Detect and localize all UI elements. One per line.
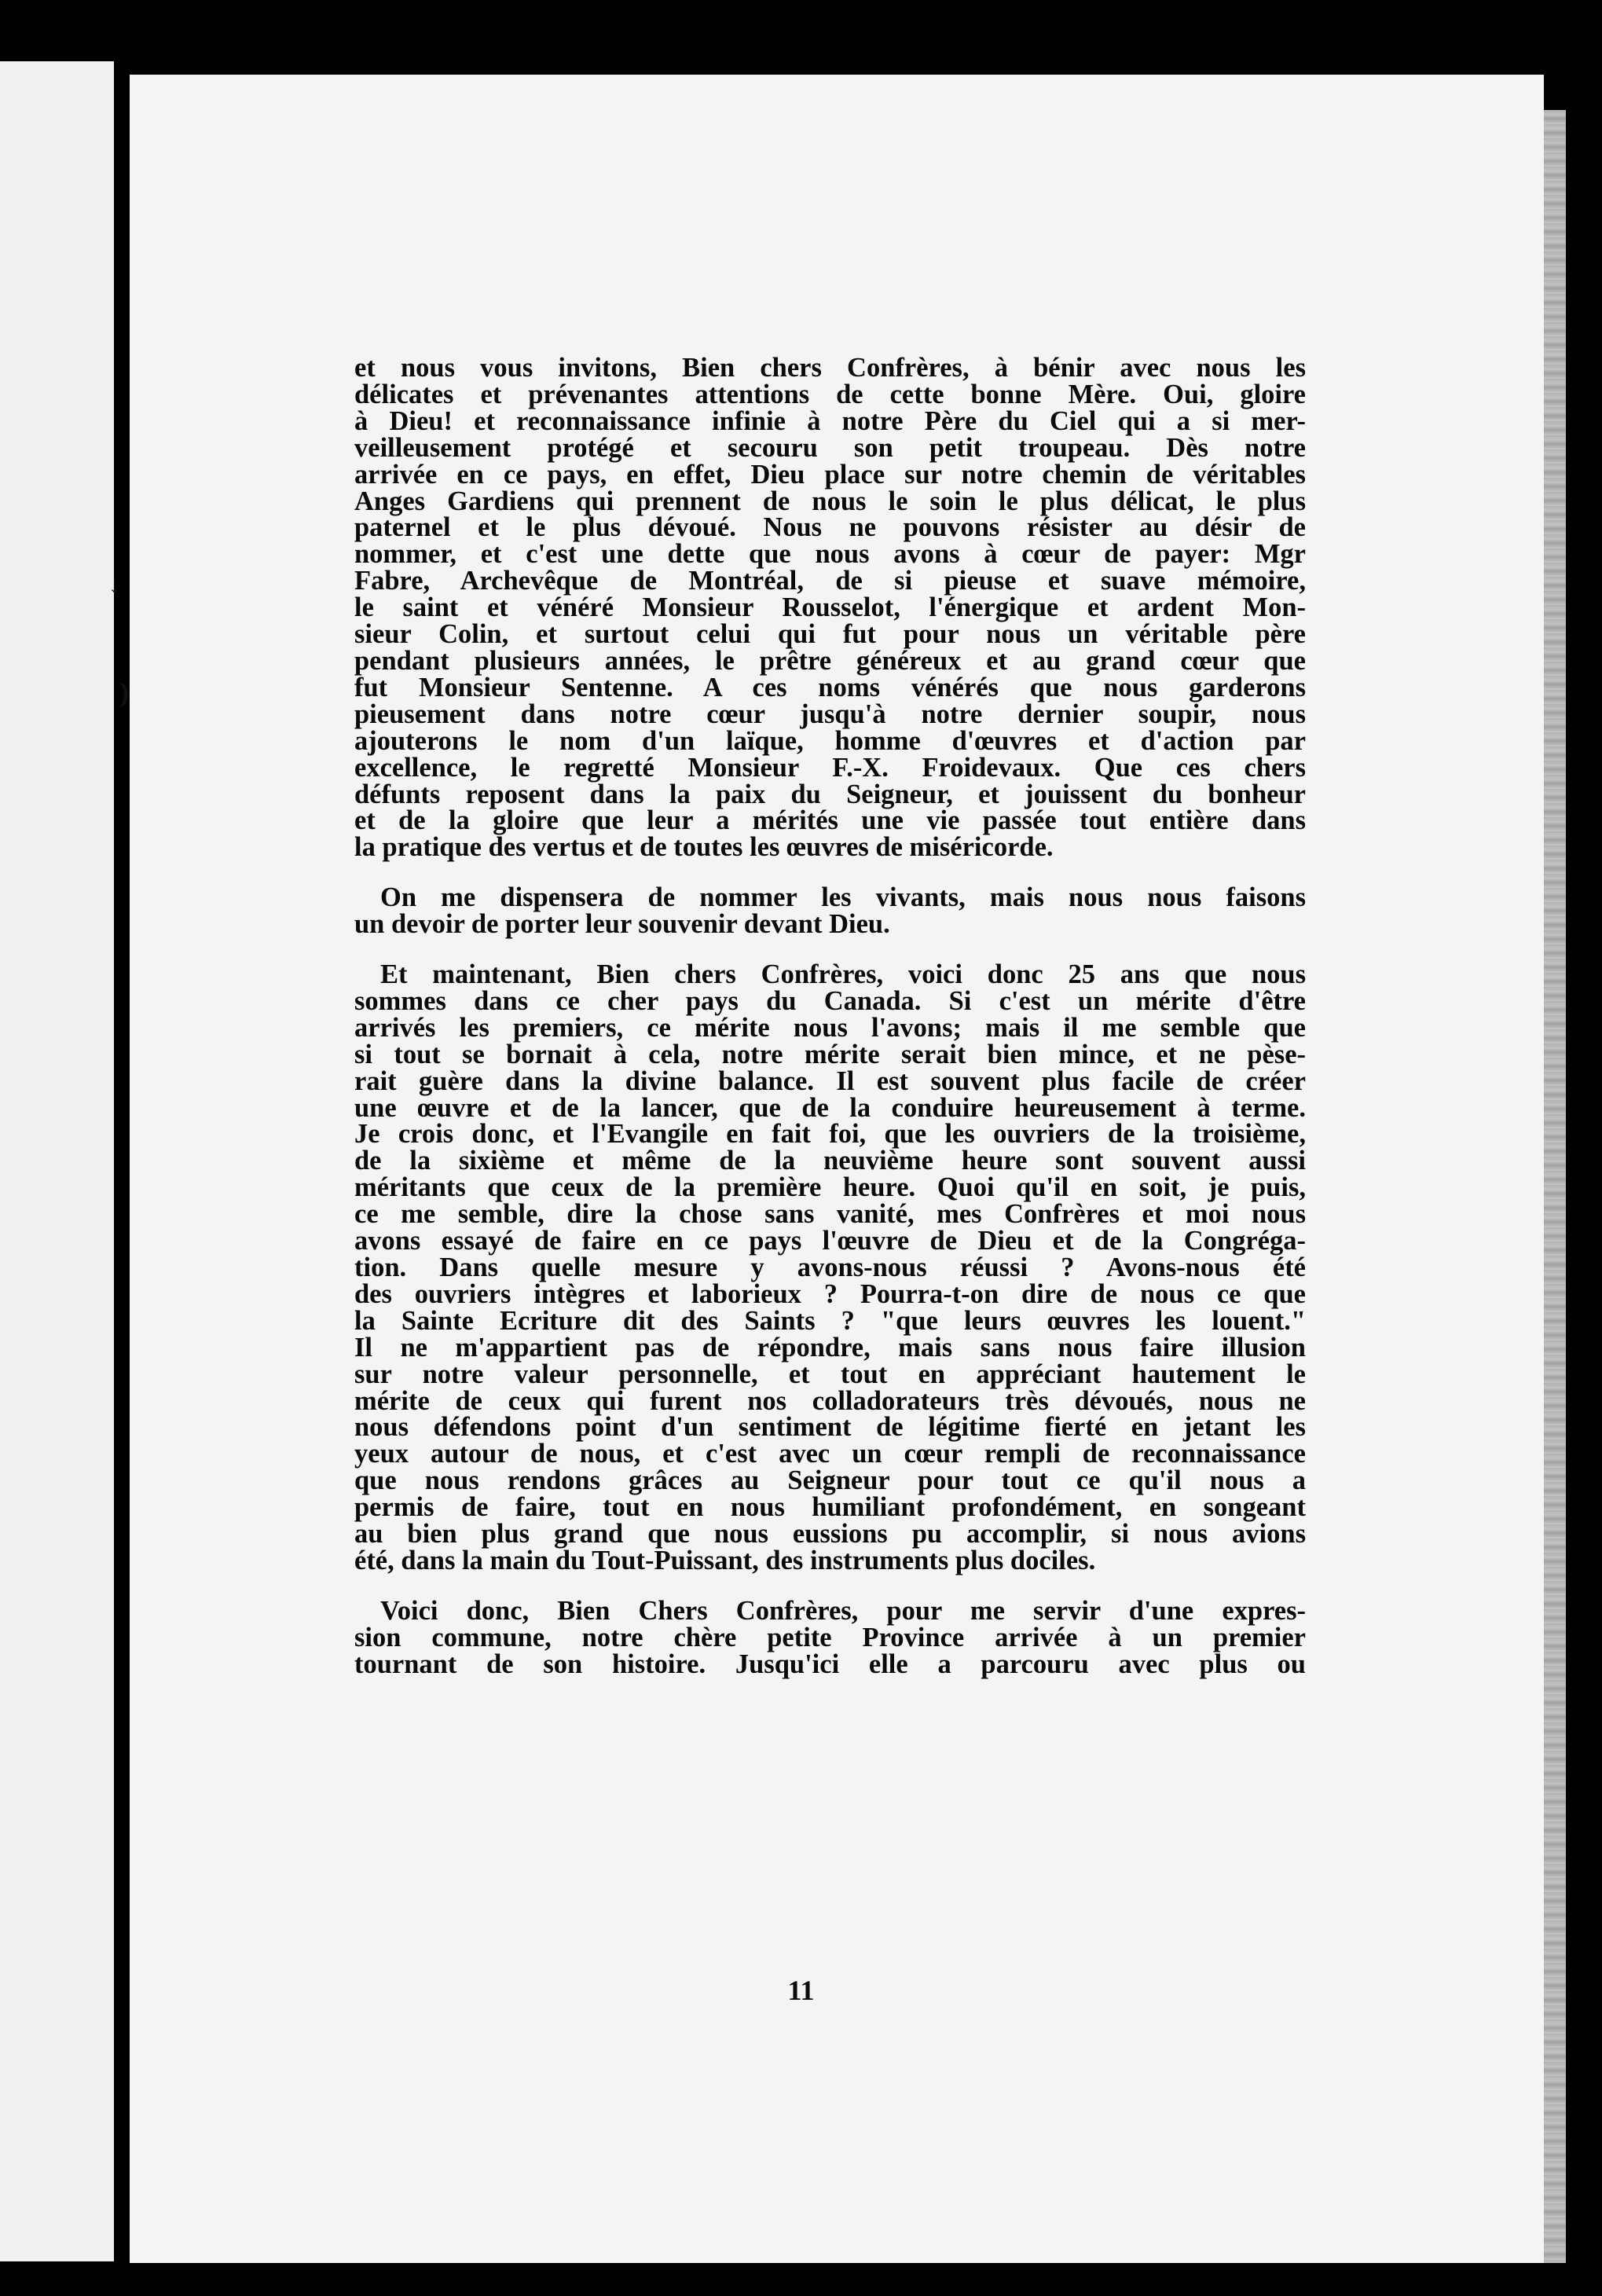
page-stack-edge [1544,110,1566,2263]
text-line: mérite de ceux qui furent nos colladorateurs très dévoués, nous ne [354,1385,1306,1416]
body-text [354,355,1306,1702]
text-line: sion commune, notre chère petite Province arrivée à un premier [354,1622,1306,1652]
margin-mark: ) [119,677,129,708]
margin-mark: ↓ [108,572,120,598]
text-line: veilleusement protégé et secouru son petit troupeau. Dès notre [354,432,1306,463]
text-line: Il ne m'appartient pas de répondre, mais sans nous faire illusion [354,1332,1306,1363]
text-line: nous défendons point d'un sentiment de légitime fierté en jetant les [354,1412,1306,1443]
text-line: et nous vous invitons, Bien chers Confrères, à bénir avec nous les [354,353,1306,383]
paragraph-3 [354,959,1306,1575]
text-line: tournant de son histoire. Jusqu'ici elle a parcouru avec plus ou [354,1649,1306,1679]
text-line: pendant plusieurs années, le prêtre généreux et au grand cœur que [354,645,1306,676]
text-line: Fabre, Archevêque de Montréal, de si pieuse et suave mémoire, [354,566,1306,596]
text-line: Anges Gardiens qui prennent de nous le soin le plus délicat, le plus [354,486,1306,516]
text-line: paternel et le plus dévoué. Nous ne pouvons résister au désir de [354,512,1306,543]
text-line: la Sainte Ecriture dit des Saints ? "que leurs œuvres les louent." [354,1305,1306,1336]
text-line: à Dieu! et reconnaissance infinie à notre Père du Ciel qui a si mer- [354,405,1306,436]
text-line: ajouterons le nom d'un laïque, homme d'œuvres et d'action par [354,725,1306,756]
text-line: la pratique des vertus et de toutes les œuvres de miséricorde. [354,832,1054,863]
text-line: tion. Dans quelle mesure y avons-nous réussi ? Avons-nous été [354,1253,1306,1282]
text-line: de la sixième et même de la neuvième heure sont souvent aussi [354,1146,1306,1176]
text-line: fut Monsieur Sentenne. A ces noms vénérés que nous garderons [354,672,1306,702]
page-number: 11 [787,1975,815,2006]
text-line: que nous rendons grâces au Seigneur pour tout ce qu'il nous a [354,1465,1306,1496]
text-line: excellence, le regretté Monsieur F.-X. Froidevaux. Que ces chers [354,752,1306,783]
text-line: arrivés les premiers, ce mérite nous l'avons; mais il me semble que [354,1012,1306,1043]
text-line: un devoir de porter leur souvenir devant Dieu. [354,909,890,940]
paragraph-1 [354,355,1306,861]
text-line: au bien plus grand que nous eussions pu accomplir, si nous avions [354,1519,1306,1550]
text-line: des ouvriers intègres et laborieux ? Pourra-t-on dire de nous ce que [354,1278,1306,1309]
text-line: nommer, et c'est une dette que nous avons à cœur de payer: Mgr [354,539,1306,570]
text-line: sieur Colin, et surtout celui qui fut pour nous un véritable père [354,619,1306,650]
text-line: méritants que ceux de la première heure. Quoi qu'il en soit, je puis, [354,1172,1306,1203]
text-line: rait guère dans la divine balance. Il est souvent plus facile de créer [354,1065,1306,1096]
text-line: avons essayé de faire en ce pays l'œuvre de Dieu et de la Congréga- [354,1226,1306,1256]
text-line: le saint et vénéré Monsieur Rousselot, l'énergique et ardent Mon- [354,592,1306,623]
text-line: On me dispensera de nommer les vivants, mais nous nous faisons [380,882,1306,913]
text-line: si tout se bornait à cela, notre mérite serait bien mince, et ne pèse- [354,1039,1306,1069]
text-line: une œuvre et de la lancer, que de la conduire heureusement à terme. [354,1092,1306,1123]
text-line: sur notre valeur personnelle, et tout en appréciant hautement le [354,1359,1306,1389]
previous-page-edge [0,61,114,2261]
text-line: Et maintenant, Bien chers Confrères, voici donc 25 ans que nous [380,959,1306,990]
text-line: pieusement dans notre cœur jusqu'à notre dernier soupir, nous [354,699,1306,729]
paragraph-2 [354,882,1306,940]
text-line: sommes dans ce cher pays du Canada. Si c'est un mérite d'être [354,985,1306,1016]
text-line: yeux autour de nous, et c'est avec un cœur rempli de reconnaissance [354,1439,1306,1469]
text-line: et de la gloire que leur a mérités une vie passée tout entière dans [354,805,1306,836]
text-line: ce me semble, dire la chose sans vanité, mes Confrères et moi nous [354,1199,1306,1230]
text-line: été, dans la main du Tout-Puissant, des instruments plus dociles. [354,1545,1096,1575]
text-line: Je crois donc, et l'Evangile en fait foi, que les ouvriers de la troisième, [354,1119,1306,1150]
text-line: arrivée en ce pays, en effet, Dieu place sur notre chemin de véritables [354,459,1306,490]
text-line: Voici donc, Bien Chers Confrères, pour me servir d'une expres- [380,1595,1306,1626]
text-line: permis de faire, tout en nous humiliant profondément, en songeant [354,1492,1306,1523]
text-line: défunts reposent dans la paix du Seigneur, et jouissent du bonheur [354,779,1306,809]
text-line: délicates et prévenantes attentions de cette bonne Mère. Oui, gloire [354,379,1306,409]
paragraph-4 [354,1595,1306,1679]
